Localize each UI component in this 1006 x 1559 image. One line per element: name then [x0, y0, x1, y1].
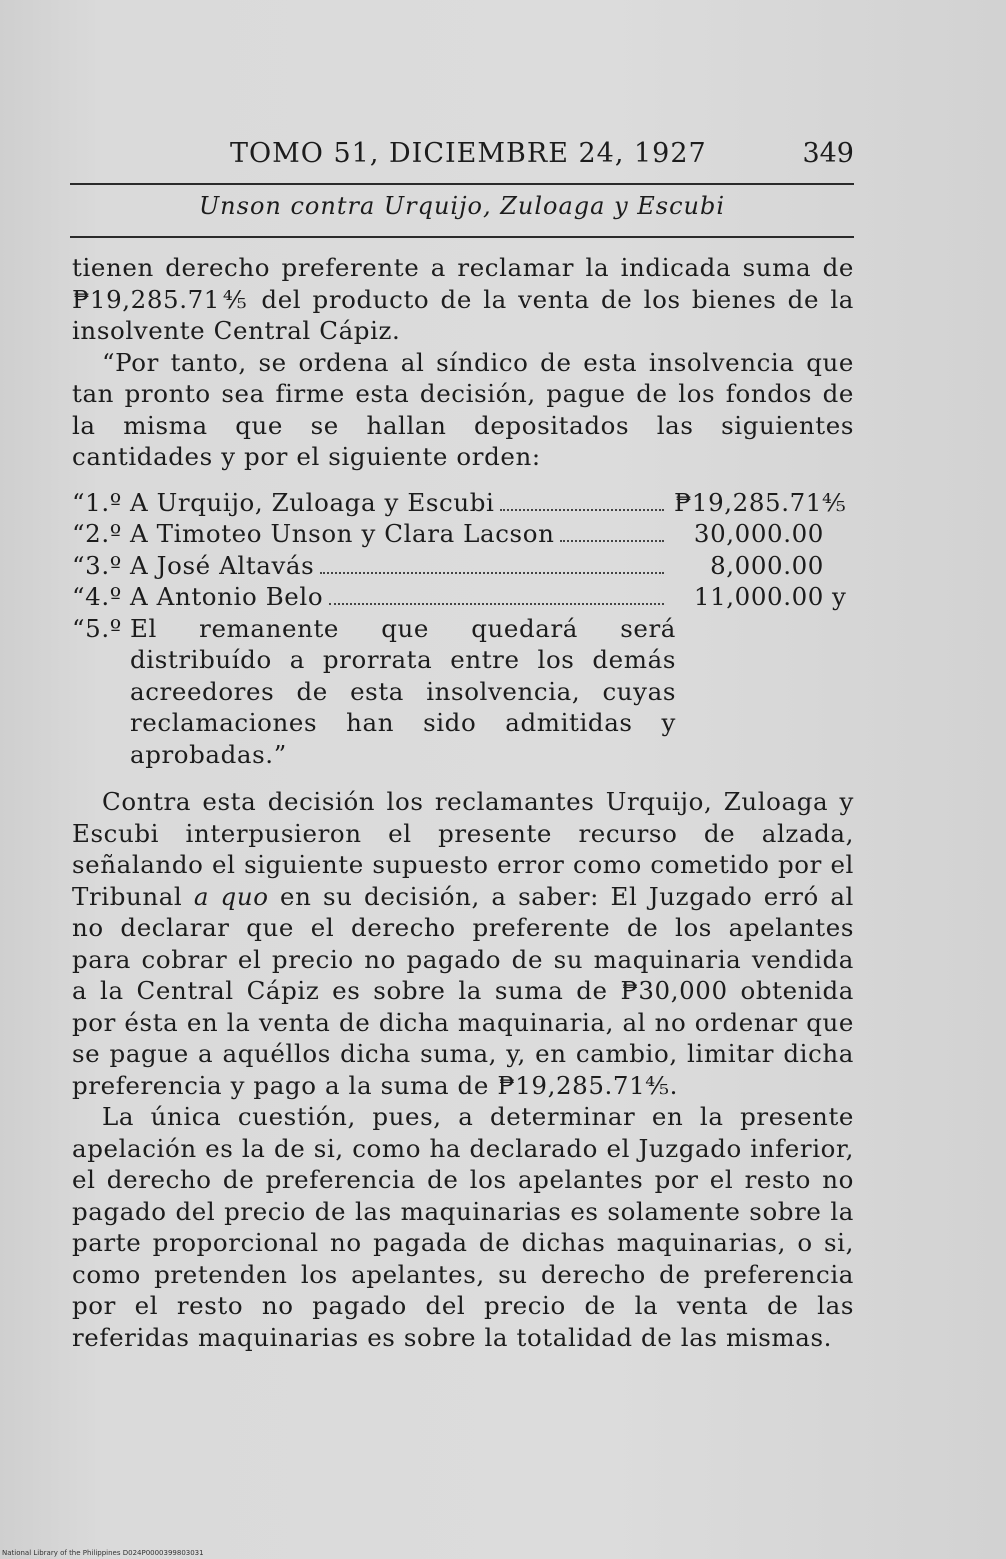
paragraph: La única cuestión, pues, a determinar en la presente apelación es la de si, como ha declarado el Juzgado inferior, el derecho de preferencia de los apelantes por el resto no pagado del precio de las maquinarias es solamente sobre la parte proporcional no pagada de dichas maquinarias, o si, como pretenden los apelantes, su derecho de preferencia por el resto no pagado del precio de la venta de las referidas maquinarias es sobre la totalidad de las mismas.: [72, 1102, 854, 1352]
list-item-label: A Urquijo, Zuloaga y Escubi: [130, 487, 495, 517]
list-item-amount: 8,000.00: [710, 550, 824, 580]
list-item-number: “2.º: [72, 519, 122, 548]
list-item-number: “3.º: [72, 550, 122, 580]
list-item-amount: 11,000.00: [693, 582, 824, 611]
list-item: [72, 487, 854, 519]
list-item-text: El remanente que quedará será distribuído a prorrata entre los demás acreedores de esta insolvencia, cuyas reclamaciones han sido admitidas y aprobadas.”: [130, 613, 676, 769]
running-head: TOMO 51, DICIEMBRE 24, 1927: [230, 138, 707, 169]
paragraph: “Por tanto, se ordena al síndico de esta insolvencia que tan pronto sea firme esta decisión, pague de los fondos de la misma que se hallan depositados las siguientes cantidades y por el siguiente orden:: [72, 347, 854, 471]
italic-phrase: a quo: [193, 881, 269, 911]
leader-dots: [320, 572, 664, 574]
page-number: 349: [802, 138, 854, 169]
paragraph-text: Contra esta decisión los reclamantes Urquijo, Zuloaga y Escubi interpusieron el presente recurso de alzada, señalando el siguiente supuesto error como cometido por el Tribunal: [72, 787, 854, 911]
list-item-amount: 30,000.00: [693, 519, 824, 548]
list-item-number: “4.º: [72, 582, 122, 611]
list-item-number: “1.º: [72, 487, 122, 517]
paragraph: [72, 786, 854, 1101]
header-rule-bottom: [70, 236, 854, 238]
paragraph-text: en su decisión, a saber: El Juzgado erró al no declarar que el derecho preferente de los apelantes para cobrar el precio no pagado de su maquinaria vendida a la Central Cápiz es sobre la suma de ₱30,000 obtenida por ésta en la venta de dicha maquinaria, al no ordenar que se pague a aquéllos dicha suma, y, en cambio, limitar dicha preferencia y pago a la suma de ₱19,285.71⅘.: [72, 881, 854, 1100]
list-item: [72, 550, 854, 582]
case-title: Unson contra Urquijo, Zuloaga y Escubi: [198, 192, 726, 220]
payment-list: [72, 487, 854, 771]
list-item: [72, 581, 854, 613]
scan-footer: National Library of the Philippines D024P0000399803031: [2, 1549, 204, 1557]
list-item-label: A Antonio Belo: [130, 582, 324, 611]
header-rule-top: [70, 183, 854, 185]
leader-dots: [500, 509, 664, 511]
list-item-number: “5.º: [72, 613, 122, 643]
list-item-label: A José Altavás: [130, 550, 315, 580]
list-item-amount: ₱19,285.71⅘: [674, 487, 847, 517]
list-item-label: A Timoteo Unson y Clara Lacson: [130, 519, 555, 548]
page-header: [70, 138, 854, 178]
paragraph: tienen derecho preferente a reclamar la indicada suma de ₱19,285.71⅘ del producto de la venta de los bienes de la insolvente Central Cápiz.: [72, 253, 854, 345]
list-item-tail: y: [832, 582, 847, 611]
leader-dots: [329, 603, 664, 605]
list-item: [72, 518, 854, 550]
leader-dots: [560, 540, 664, 542]
list-item: [72, 613, 854, 771]
body-text: [72, 252, 854, 1353]
